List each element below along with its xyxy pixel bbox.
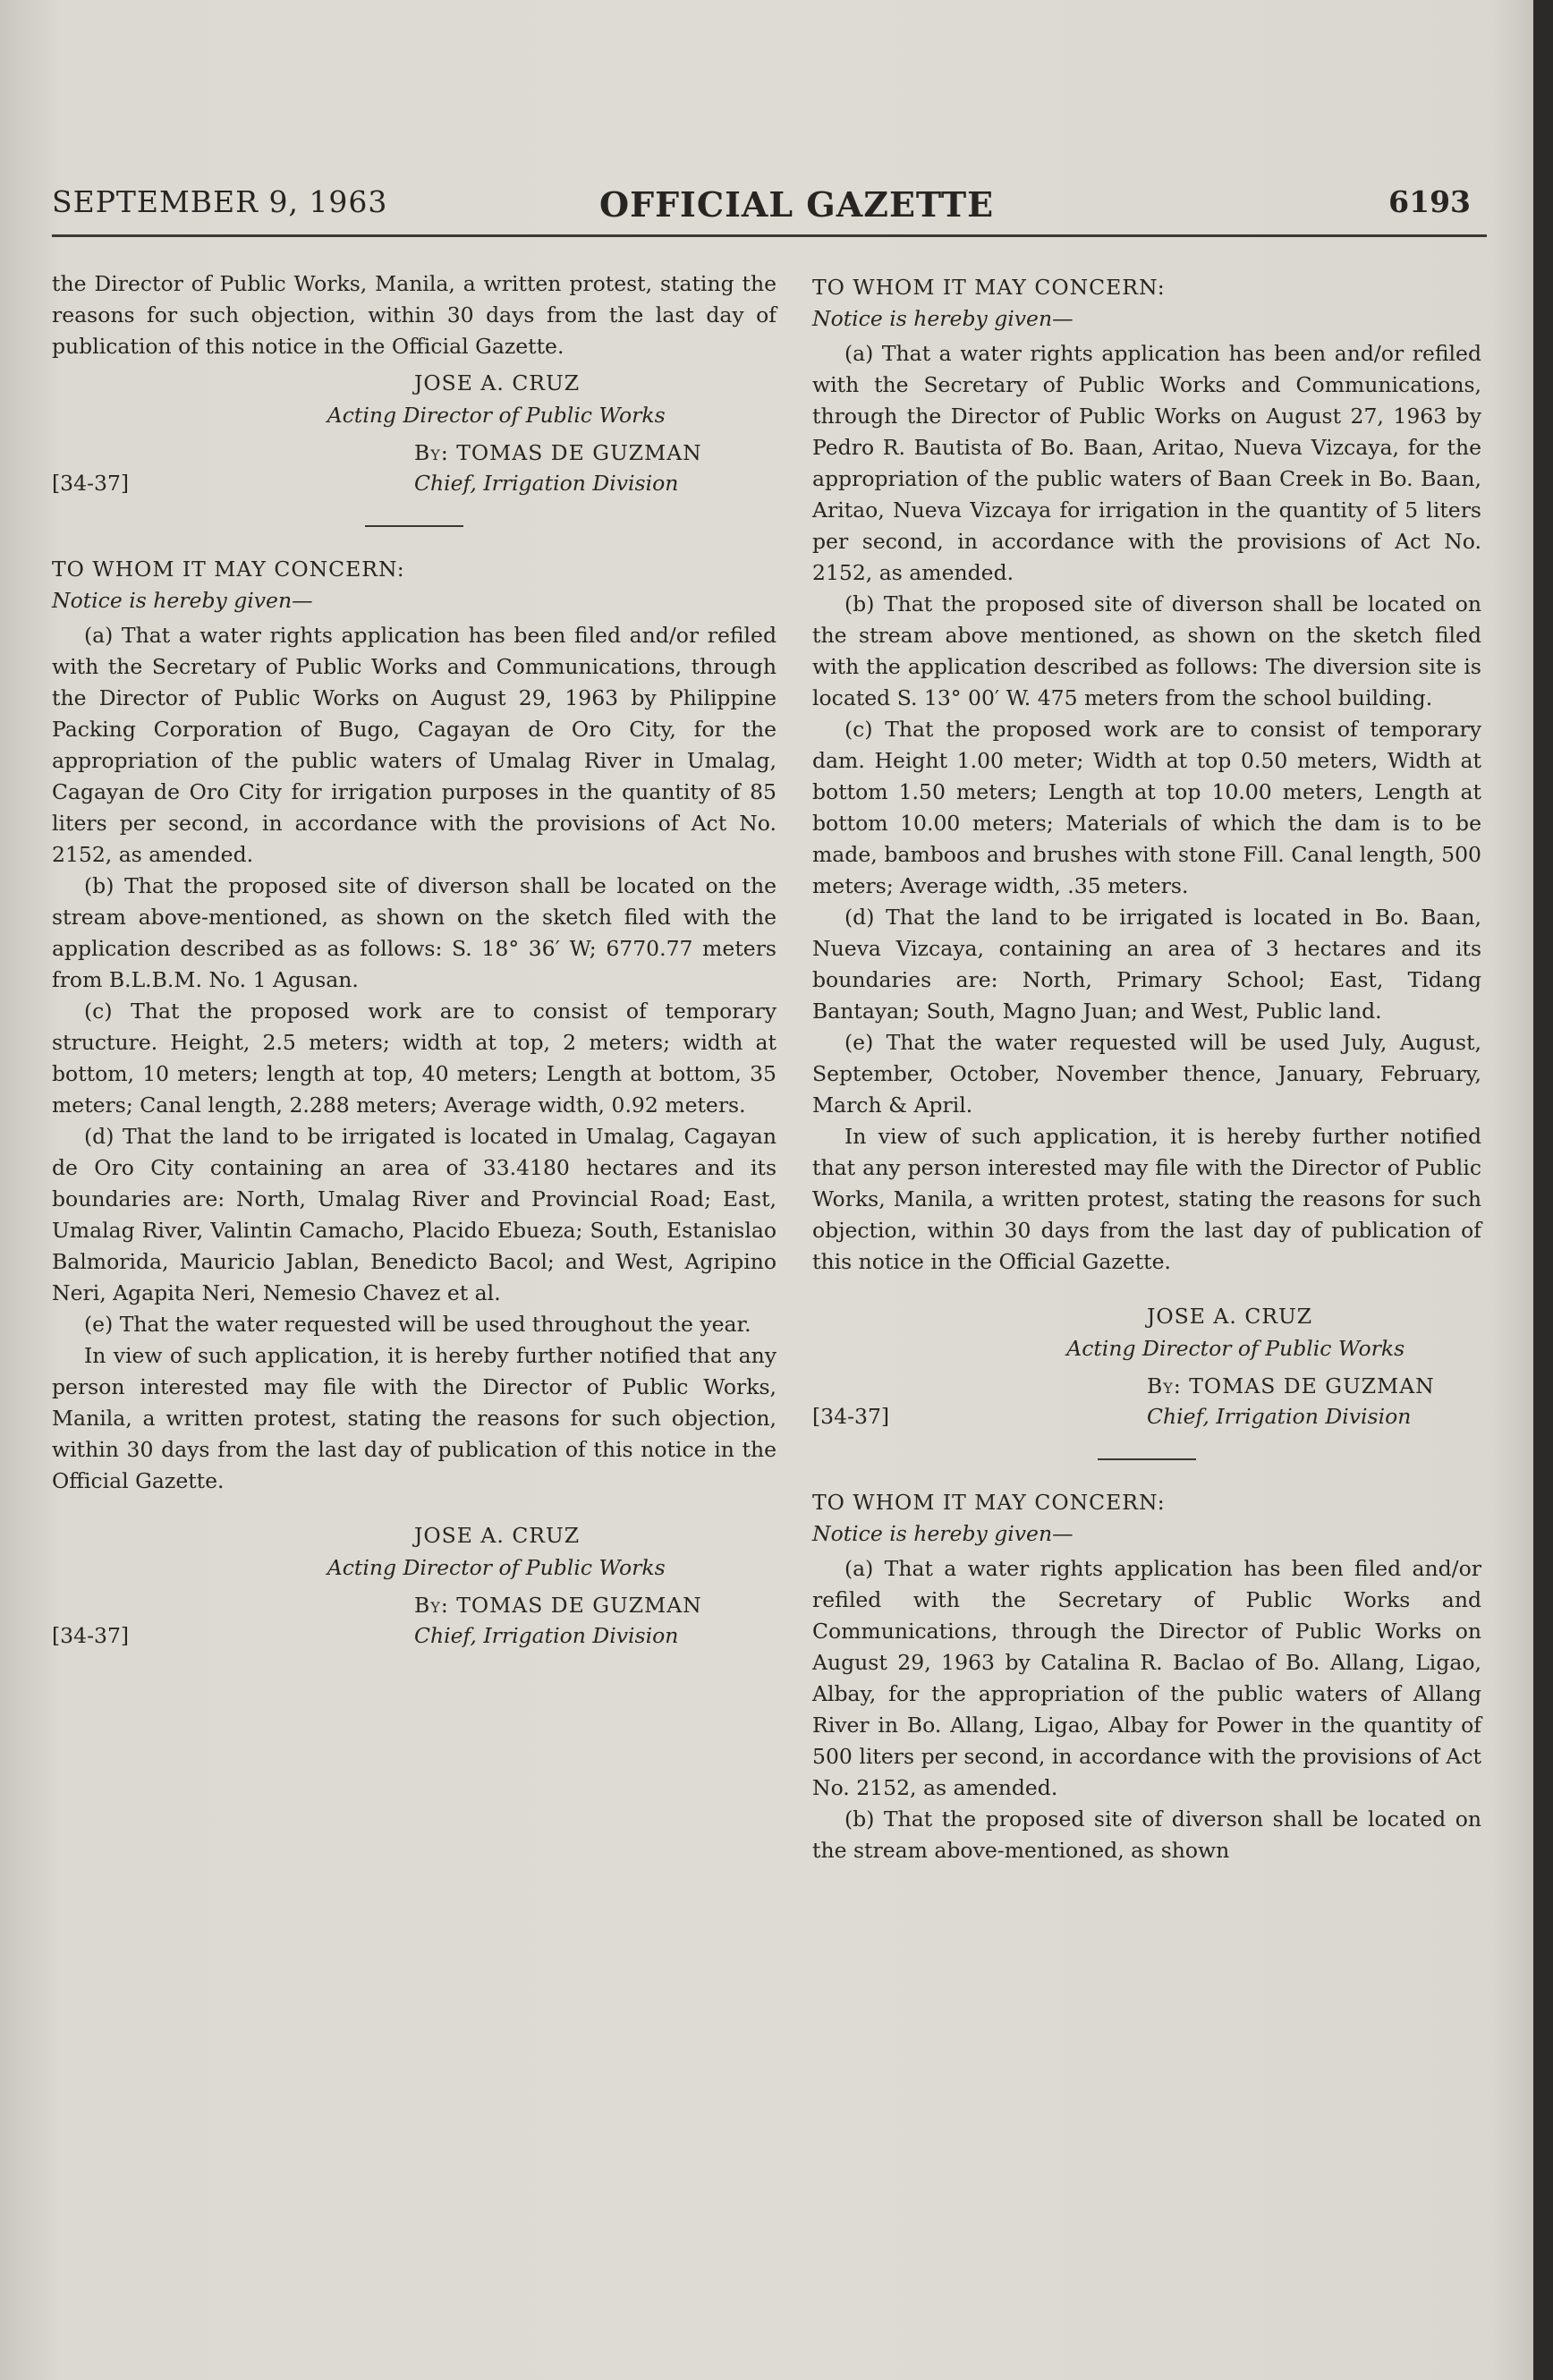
clause-b: (b) That the proposed site of diverson shall be located on the stream above-mentioned, as shown <box>812 1806 1481 1863</box>
issue-reference: [34-37] <box>812 1404 890 1429</box>
clause-c: (c) That the proposed work are to consist of temporary structure. Height, 2.5 meters; width at top, 2 meters; width at bottom, 10 meters; length at top, 40 meters; Length at bottom, 35 meters; Canal length, 2.288 meters; Average width, 0.92 meters. <box>52 999 776 1118</box>
signatory-title: Acting Director of Public Works <box>1066 1336 1405 1361</box>
by-line: By: TOMAS DE GUZMAN <box>1147 1373 1435 1398</box>
notice-heading: TO WHOM IT MAY CONCERN: <box>52 557 405 582</box>
section-divider <box>1098 1458 1196 1460</box>
notice-intro: Notice is hereby given— <box>52 588 313 613</box>
clause-b: (b) That the proposed site of diverson shall be located on the stream above mentioned, as shown on the sketch filed with the application described as follows: The diversion site is located S. 13° 00′ W. 475 meters from the school building. <box>812 591 1481 710</box>
notice-heading: TO WHOM IT MAY CONCERN: <box>812 1490 1166 1515</box>
signatory-title: Acting Director of Public Works <box>327 1555 666 1580</box>
publication-title: OFFICIAL GAZETTE <box>599 184 995 225</box>
left-column <box>52 268 776 1648</box>
issue-reference: [34-37] <box>52 471 130 496</box>
signature-block <box>52 1520 776 1648</box>
signatory-name: JOSE A. CRUZ <box>414 1523 581 1548</box>
clause-a: (a) That a water rights application has been and/or refiled with the Secretary of Public Works and Communications, through the Director of Public Works on August 27, 1963 by Pedro R. Bautista of Bo. Baan, Aritao, Nueva Vizcaya, for the appropriation of the public waters of Baan Creek in Bo. Baan, Aritao, Nueva Vizcaya for irrigation in the quantity of 5 liters per second, in accordance with the provisions of Act No. 2152, as amended. <box>812 341 1481 585</box>
notice-intro: Notice is hereby given— <box>812 306 1074 331</box>
signature-block <box>812 1301 1481 1429</box>
signature-block <box>52 368 776 496</box>
clause-d: (d) That the land to be irrigated is located in Bo. Baan, Nueva Vizcaya, containing an area of 3 hectares and its boundaries are: North, Primary School; East, Tidang Bantayan; South, Magno Juan; and West, Public land. <box>812 905 1481 1024</box>
clause-b: (b) That the proposed site of diverson shall be located on the stream above-mentioned, as shown on the sketch filed with the application described as as follows: S. 18° 36′ W; 6770.77 meters from B.L.B.M. No. 1 Agusan. <box>52 873 776 992</box>
right-column <box>812 268 1481 1866</box>
clause-c: (c) That the proposed work are to consist of temporary dam. Height 1.00 meter; Width at top 0.50 meters, Width at bottom 1.50 meters; Length at top 10.00 meters, Length at bottom 10.00 meters; Materials of which the dam is to be made, bamboos and brushes with stone Fill. Canal length, 500 meters; Average width, .35 meters. <box>812 717 1481 898</box>
clause-d: (d) That the land to be irrigated is located in Umalag, Cagayan de Oro City containing an area of 33.4180 hectares and its boundaries are: North, Umalag River and Provincial Road; East, Umalag River, Valintin Camacho, Placido Ebueza; South, Estanislao Balmorida, Mauricio Jablan, Benedicto Bacol; and West, Agripino Neri, Agapita Neri, Nemesio Chavez et al. <box>52 1124 776 1305</box>
page-header <box>52 184 1483 225</box>
division-title: Chief, Irrigation Division <box>414 1623 679 1648</box>
header-rule <box>52 234 1487 237</box>
book-spine-edge <box>1533 0 1553 2380</box>
division-title: Chief, Irrigation Division <box>1147 1404 1412 1429</box>
by-line: By: TOMAS DE GUZMAN <box>414 1593 702 1618</box>
clause-e: (e) That the water requested will be used July, August, September, October, November thence, January, February, March & April. <box>812 1030 1481 1118</box>
notice-heading: TO WHOM IT MAY CONCERN: <box>812 275 1166 300</box>
header-date: SEPTEMBER 9, 1963 <box>52 184 388 219</box>
by-line: By: TOMAS DE GUZMAN <box>414 440 702 465</box>
signatory-name: JOSE A. CRUZ <box>1147 1304 1313 1329</box>
section-divider <box>365 525 463 527</box>
clause-a: (a) That a water rights application has been filed and/or refiled with the Secretary of Public Works and Communications, through the Director of Public Works on August 29, 1963 by Philippine Packing Corporation of Bugo, Cagayan de Oro City, for the appropriation of the public waters of Umalag River in Umalag, Cagayan de Oro City for irrigation purposes in the quantity of 85 liters per second, in accordance with the provisions of Act No. 2152, as amended. <box>52 623 776 867</box>
issue-reference: [34-37] <box>52 1623 130 1648</box>
notice-intro: Notice is hereby given— <box>812 1521 1074 1546</box>
clause-a: (a) That a water rights application has been filed and/or refiled with the Secretary of Public Works and Communications, through the Director of Public Works on August 29, 1963 by Catalina R. Baclao of Bo. Allang, Ligao, Albay, for the appropriation of the public waters of Allang River in Bo. Allang, Ligao, Albay for Power in the quantity of 500 liters per second, in accordance with the provisions of Act No. 2152, as amended. <box>812 1556 1481 1800</box>
continuation-paragraph: the Director of Public Works, Manila, a written protest, stating the reasons for such objection, within 30 days from the last day of publication of this notice in the Official Gazette. <box>52 271 776 359</box>
page-number: 6193 <box>1388 184 1471 219</box>
clause-e: (e) That the water requested will be used throughout the year. <box>84 1312 751 1337</box>
closing-paragraph: In view of such application, it is hereby further notified that any person interested may file with the Director of Public Works, Manila, a written protest, stating the reasons for such objection, within 30 days from the last day of publication of this notice in the Official Gazette. <box>812 1124 1481 1274</box>
division-title: Chief, Irrigation Division <box>414 471 679 496</box>
signatory-title: Acting Director of Public Works <box>327 403 666 428</box>
signatory-name: JOSE A. CRUZ <box>414 370 581 395</box>
closing-paragraph: In view of such application, it is hereby further notified that any person interested may file with the Director of Public Works, Manila, a written protest, stating the reasons for such objection, within 30 days from the last day of publication of this notice in the Official Gazette. <box>52 1343 776 1493</box>
